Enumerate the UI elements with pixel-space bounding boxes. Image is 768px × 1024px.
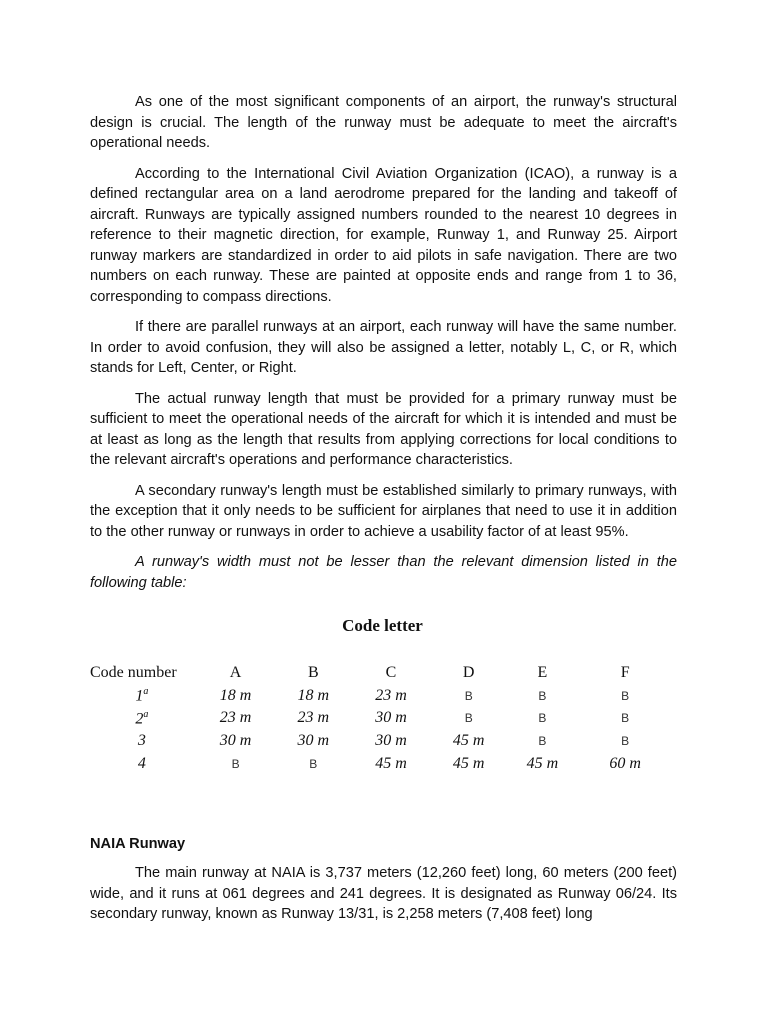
table-cell: B	[538, 688, 547, 703]
table-header-row	[90, 662, 670, 685]
paragraph-icao: According to the International Civil Aviation Organization (ICAO), a runway is a defined rectangular area on a land aerodrome prepared for the landing and takeoff of aircraft. Runways are typically assigned numbers rounded to the nearest 10 degrees in reference to their magnetic direction, for example, Runway 1, and Runway 25. Airport runway markers are standardized in order to aid pilots in safe navigation. There are two numbers on each runway. These are painted at opposite ends and range from 1 to 36, corresponding to compass directions.	[90, 165, 677, 305]
table-cell: 45 m	[452, 754, 485, 772]
table-cell: 30 m	[219, 732, 252, 750]
code-number-cell	[90, 752, 194, 775]
code-superscript: a	[143, 686, 149, 698]
table-cell: 30 m	[375, 709, 407, 727]
code-number-cell	[90, 707, 194, 730]
table-title: Code letter	[342, 616, 423, 635]
table-cell: B	[621, 688, 630, 703]
table-cell: 23 m	[375, 686, 407, 704]
table-header: D	[462, 664, 475, 682]
table-cell: B	[231, 756, 240, 771]
table-row	[90, 685, 670, 708]
runway-width-table	[90, 616, 670, 776]
table-cell: 45 m	[526, 754, 559, 772]
table-cell: 45 m	[375, 754, 407, 772]
table-row	[90, 752, 670, 775]
document-body	[90, 92, 677, 591]
table-header: F	[620, 664, 630, 682]
paragraph-width-note: A runway's width must not be lesser than the relevant dimension listed in the following table:	[90, 554, 677, 591]
table-row	[90, 707, 670, 730]
table-cell: 30 m	[375, 732, 407, 750]
table-cell: B	[621, 711, 630, 726]
table-header: A	[229, 664, 242, 682]
code-number: 3	[137, 732, 146, 750]
table-header: E	[537, 664, 548, 682]
naia-section	[90, 863, 677, 935]
code-number: 2	[135, 710, 144, 728]
table-cell: 45 m	[452, 732, 485, 750]
paragraph-secondary-length: A secondary runway's length must be established similarly to primary runways, with the exception that it only needs to be sufficient for airplanes that need to use it in addition to the other runway or runways in order to achieve a usability factor of at least 95%.	[90, 482, 677, 540]
table-cell: 30 m	[297, 732, 330, 750]
table-cell: B	[538, 734, 547, 749]
section-heading: NAIA Runway	[90, 836, 186, 852]
table-header: B	[307, 664, 319, 682]
table-cell: 18 m	[219, 686, 252, 704]
table-cell: B	[464, 688, 473, 703]
code-superscript: a	[143, 708, 149, 720]
code-number-cell	[90, 685, 194, 708]
table-cell: 23 m	[219, 709, 252, 727]
table-cell: B	[538, 711, 547, 726]
table-cell: B	[309, 756, 318, 771]
table-cell: B	[621, 734, 630, 749]
code-number: 4	[137, 754, 146, 772]
code-number-cell	[90, 730, 194, 753]
table-header: C	[385, 664, 397, 682]
paragraph-intro: As one of the most significant components of an airport, the runway's structural design is crucial. The length of the runway must be adequate to meet the aircraft's operational needs.	[90, 94, 677, 151]
table-row	[90, 730, 670, 753]
table-cell: 23 m	[297, 709, 330, 727]
table-cell: B	[464, 711, 473, 726]
table-cell: 18 m	[297, 686, 330, 704]
code-number: 1	[135, 687, 144, 705]
paragraph-parallel: If there are parallel runways at an airport, each runway will have the same number. In order to avoid confusion, they will also be assigned a letter, notably L, C, or R, which stands for Left, Center, or Right.	[90, 319, 677, 376]
paragraph-naia: The main runway at NAIA is 3,737 meters (12,260 feet) long, 60 meters (200 feet) wide, and it runs at 061 degrees and 241 degrees. It is designated as Runway 06/24. Its secondary runway, known as Runway 13/31, is 2,258 meters (7,408 feet) long	[90, 865, 677, 922]
table-cell: 60 m	[609, 754, 641, 772]
table-header: Code number	[90, 664, 177, 682]
paragraph-primary-length: The actual runway length that must be provided for a primary runway must be sufficient to meet the operational needs of the aircraft for which it is intended and must be at least as long as the length that results from applying corrections for local conditions to the relevant aircraft's operations and performance characteristics.	[90, 390, 677, 468]
code-table	[90, 662, 670, 775]
